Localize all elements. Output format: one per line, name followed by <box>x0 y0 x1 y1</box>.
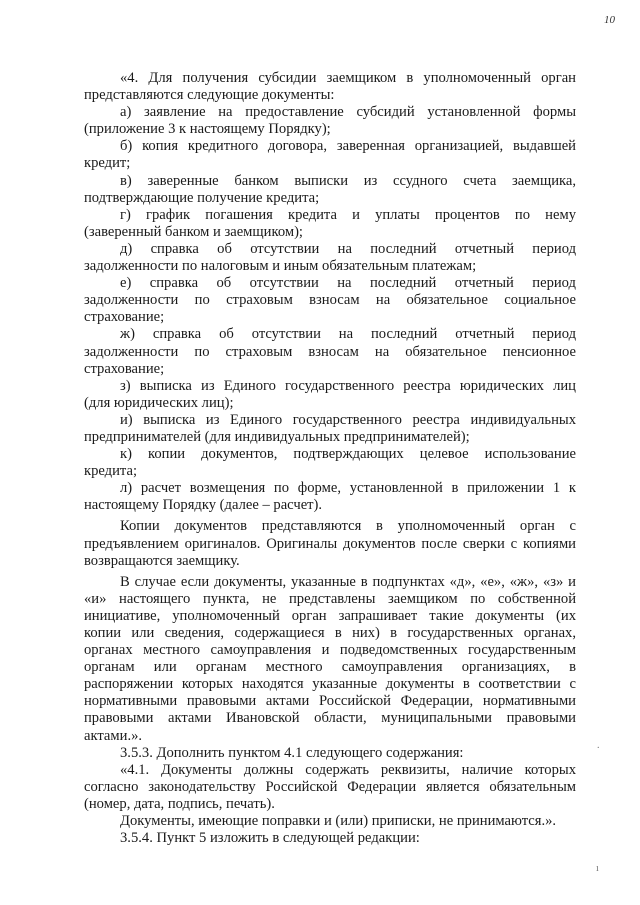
paragraph-line: предпринимателей (для индивидуальных предпринимателей); <box>84 428 470 445</box>
paragraph-line: к) копии документов, подтверждающих целевое использование <box>120 446 576 463</box>
paragraph-line: нормативными правовыми актами Российской Федерации, нормативными <box>84 693 576 710</box>
paragraph-line: д) справка об отсутствии на последний отчетный период <box>120 240 576 257</box>
paragraph-line: задолженности по страховым взносам на обязательное социальное <box>84 292 576 309</box>
paragraph-line: представляются следующие документы: <box>84 87 335 104</box>
paragraph-line: копии или сведения, содержащиеся в них) в государственных органах, <box>84 625 576 641</box>
paragraph-line: распоряжении которых находятся указанные документы в соответствии с <box>84 676 576 693</box>
paragraph-line: (для юридических лиц); <box>84 394 234 411</box>
paragraph-line: актами.». <box>84 727 143 744</box>
paragraph-line: з) выписка из Единого государственного реестра юридических лиц <box>120 377 576 394</box>
paragraph-line: настоящему Порядку (далее – расчет). <box>84 497 323 514</box>
paragraph-line: органам или органам местного самоуправления организациях, в <box>84 659 576 676</box>
paragraph-line: кредита; <box>84 463 137 480</box>
paragraph-line: 3.5.3. Дополнить пунктом 4.1 следующего содержания: <box>120 744 464 761</box>
paragraph-line: «4.1. Документы должны содержать реквизиты, наличие которых <box>120 761 576 778</box>
page-number: 10 <box>604 14 615 26</box>
paragraph-line: согласно законодательству Российской Федерации является обязательным <box>84 778 576 795</box>
paragraph-line: органах местного самоуправления и подведомственных государственным <box>84 642 576 659</box>
paragraph-line: в) заверенные банком выписки из ссудного счета заемщика, <box>120 172 576 189</box>
paragraph-line: е) справка об отсутствии на последний отчетный период <box>120 275 576 292</box>
paragraph-line: л) расчет возмещения по форме, установленной в приложении 1 к <box>120 480 576 497</box>
paragraph-line: 3.5.4. Пункт 5 изложить в следующей редакции: <box>120 830 420 847</box>
margin-mark: . <box>597 740 600 751</box>
paragraph-line: страхование; <box>84 360 165 377</box>
paragraph-line: инициативе, уполномоченный орган запрашивает такие документы (их <box>84 607 576 624</box>
paragraph-line: (номер, дата, подпись, печать). <box>84 795 275 812</box>
paragraph-line: (приложение 3 к настоящему Порядку); <box>84 121 331 138</box>
paragraph-line: и) выписка из Единого государственного реестра индивидуальных <box>120 411 576 428</box>
margin-mark: ı <box>596 863 599 874</box>
paragraph-line: кредит; <box>84 155 131 172</box>
paragraph-line: возвращаются заемщику. <box>84 552 240 569</box>
paragraph-line: «и» настоящего пункта, не представлены заемщиком по собственной <box>84 590 576 607</box>
paragraph-line: предъявлением оригиналов. Оригиналы документов после сверки с копиями <box>84 535 576 552</box>
paragraph-line: (заверенный банком и заемщиком); <box>84 223 303 240</box>
paragraph-line: страхование; <box>84 309 165 326</box>
paragraph-line: Копии документов представляются в уполномоченный орган с <box>120 518 576 535</box>
paragraph-line: «4. Для получения субсидии заемщиком в уполномоченный орган <box>120 70 576 86</box>
paragraph-line: г) график погашения кредита и уплаты процентов по нему <box>120 206 576 223</box>
paragraph-line: задолженности по страховым взносам на обязательное пенсионное <box>84 343 576 360</box>
paragraph-line: подтверждающие получение кредита; <box>84 189 320 206</box>
paragraph-line: б) копия кредитного договора, заверенная организацией, выдавшей <box>120 138 576 155</box>
paragraph-line: Документы, имеющие поправки и (или) приписки, не принимаются.». <box>120 813 557 830</box>
paragraph-line: правовыми актами Ивановской области, муниципальными правовыми <box>84 710 576 727</box>
paragraph-line: задолженности по налоговым и иным обязательным платежам; <box>84 258 477 275</box>
document-body <box>84 70 576 847</box>
paragraph-line: а) заявление на предоставление субсидий установленной формы <box>120 104 576 121</box>
paragraph-line: ж) справка об отсутствии на последний отчетный период <box>120 326 576 343</box>
paragraph-line: В случае если документы, указанные в подпунктах «д», «е», «ж», «з» и <box>120 573 576 590</box>
